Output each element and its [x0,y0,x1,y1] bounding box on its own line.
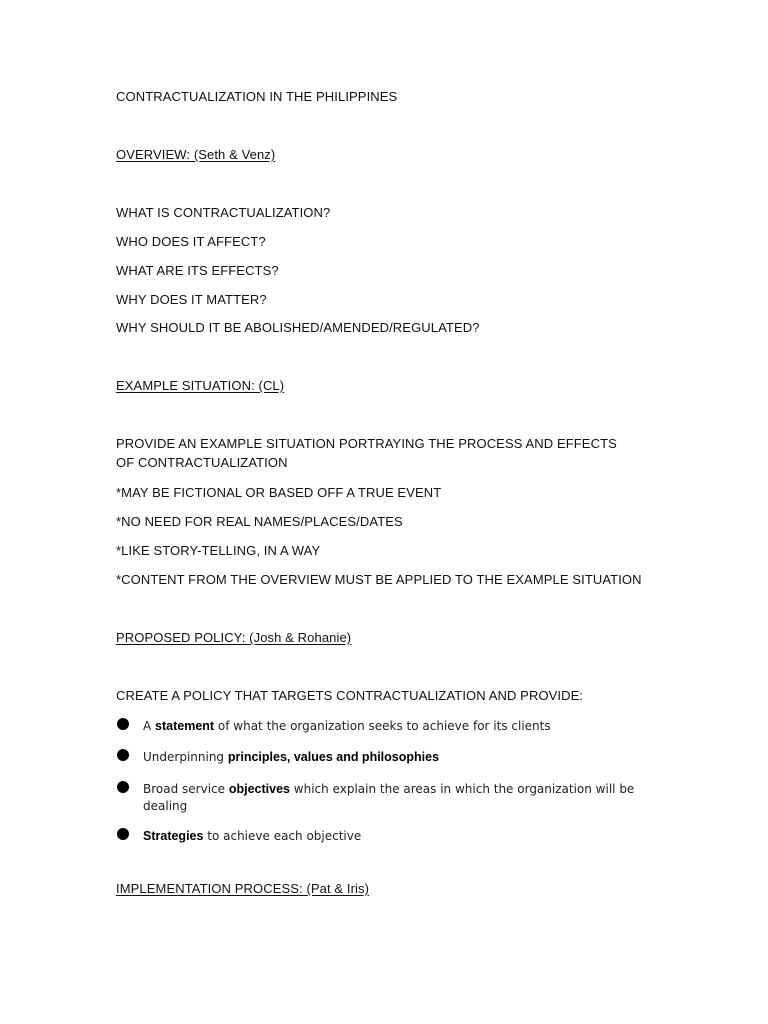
implementation-heading: IMPLEMENTATION PROCESS: (Pat & Iris) [116,881,370,896]
bullet-dot [117,749,129,761]
overview-question: WHAT ARE ITS EFFECTS? [116,263,279,278]
bullet-dot [117,718,129,730]
overview-question: WHY SHOULD IT BE ABOLISHED/AMENDED/REGULATED? [116,320,480,335]
policy-intro: CREATE A POLICY THAT TARGETS CONTRACTUALIZATION AND PROVIDE: [116,688,584,703]
overview-question: WHY DOES IT MATTER? [116,292,267,307]
example-note: *LIKE STORY-TELLING, IN A WAY [116,543,321,558]
bullet-dot [117,781,129,793]
document-title: CONTRACTUALIZATION IN THE PHILIPPINES [116,89,398,104]
policy-heading: PROPOSED POLICY: (Josh & Rohanie) [116,630,352,645]
overview-heading: OVERVIEW: (Seth & Venz) [116,147,276,162]
example-intro: PROVIDE AN EXAMPLE SITUATION PORTRAYING THE PROCESS AND EFFECTS OF CONTRACTUALIZATION [116,436,617,470]
policy-bullet: Strategies to achieve each objective [143,829,362,843]
bullet-dot [117,828,129,840]
example-note: *NO NEED FOR REAL NAMES/PLACES/DATES [116,514,403,529]
policy-bullet: A statement of what the organization seeks to achieve for its clients [143,719,551,733]
policy-bullet: Underpinning principles, values and philosophies [143,750,440,764]
example-note: *CONTENT FROM THE OVERVIEW MUST BE APPLIED TO THE EXAMPLE SITUATION [116,572,642,587]
example-heading: EXAMPLE SITUATION: (CL) [116,378,285,393]
overview-question: WHAT IS CONTRACTUALIZATION? [116,205,331,220]
policy-bullet: Broad service objectives which explain the areas in which the organization will be dealing [143,782,635,813]
example-note: *MAY BE FICTIONAL OR BASED OFF A TRUE EVENT [116,485,442,500]
overview-question: WHO DOES IT AFFECT? [116,234,266,249]
